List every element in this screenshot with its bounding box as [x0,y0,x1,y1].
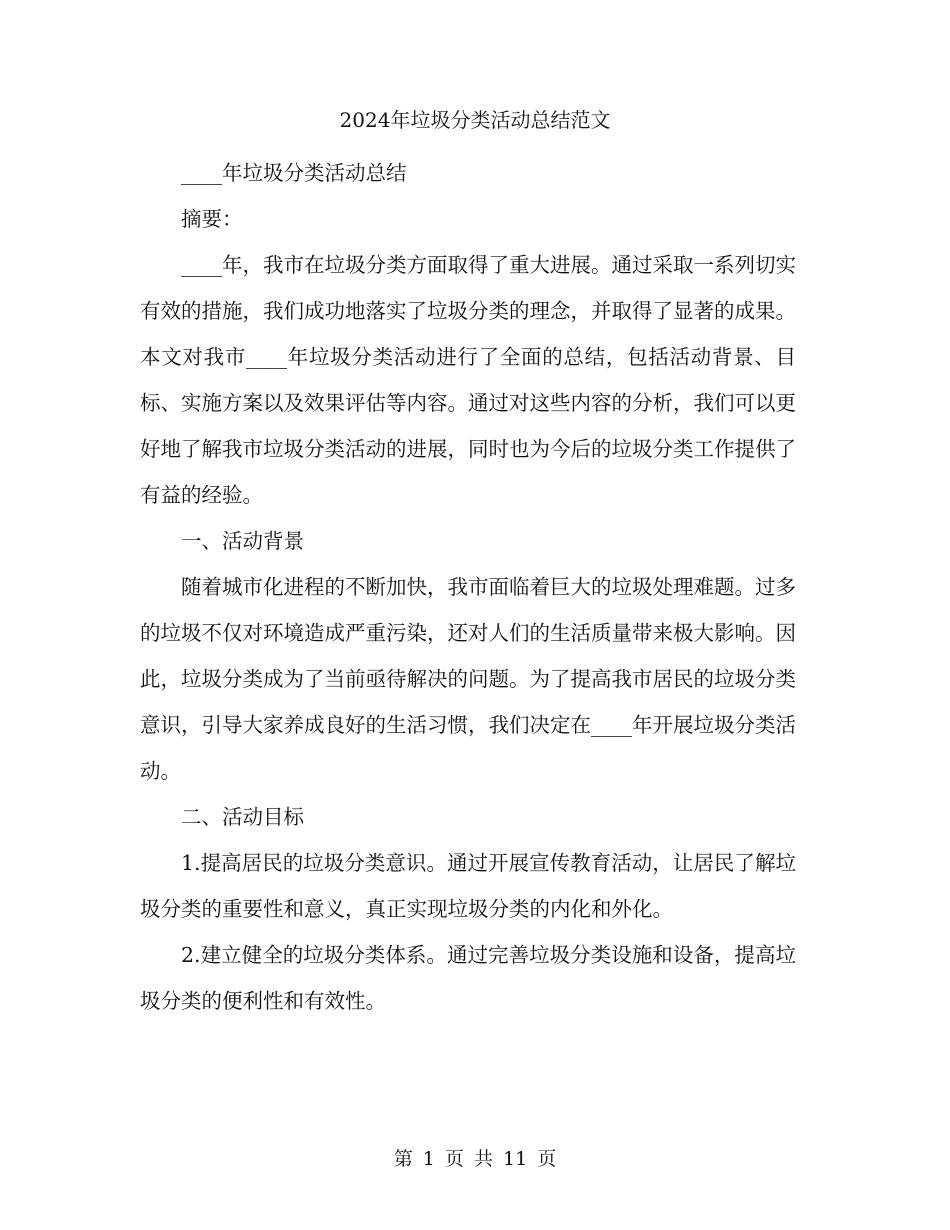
section-heading-goals: 二、活动目标 [181,805,304,829]
document-body [140,150,796,1024]
paragraph-abstract: ____年，我市在垃圾分类方面取得了重大进展。通过采取一系列切实有效的措施，我们成功地落实了垃圾分类的理念，并取得了显著的成果。本文对我市____年垃圾分类活动进行了全面的总结，包括活动背景、目标、实施方案以及效果评估等内容。通过对这些内容的分析，我们可以更好地了解我市垃圾分类活动的进展，同时也为今后的垃圾分类工作提供了有益的经验。 [140,253,796,507]
document-title: 2024年垃圾分类活动总结范文 [339,108,611,132]
paragraph-subtitle: ____年垃圾分类活动总结 [181,161,407,185]
paragraph-background: 随着城市化进程的不断加快，我市面临着巨大的垃圾处理难题。过多的垃圾不仅对环境造成严重污染，还对人们的生活质量带来极大影响。因此，垃圾分类成为了当前亟待解决的问题。为了提高我市居民的垃圾分类意识，引导大家养成良好的生活习惯，我们决定在____年开展垃圾分类活动。 [140,575,796,783]
section-heading-background: 一、活动背景 [181,529,304,553]
paragraph-goal-2: 2.建立健全的垃圾分类体系。通过完善垃圾分类设施和设备，提高垃圾分类的便利性和有效性。 [140,943,796,1013]
page-footer: 第 1 页 共 11 页 [393,1148,557,1170]
paragraph-abstract-heading: 摘要： [181,207,243,231]
paragraph-goal-1: 1.提高居民的垃圾分类意识。通过开展宣传教育活动，让居民了解垃圾分类的重要性和意义，真正实现垃圾分类的内化和外化。 [140,851,796,921]
